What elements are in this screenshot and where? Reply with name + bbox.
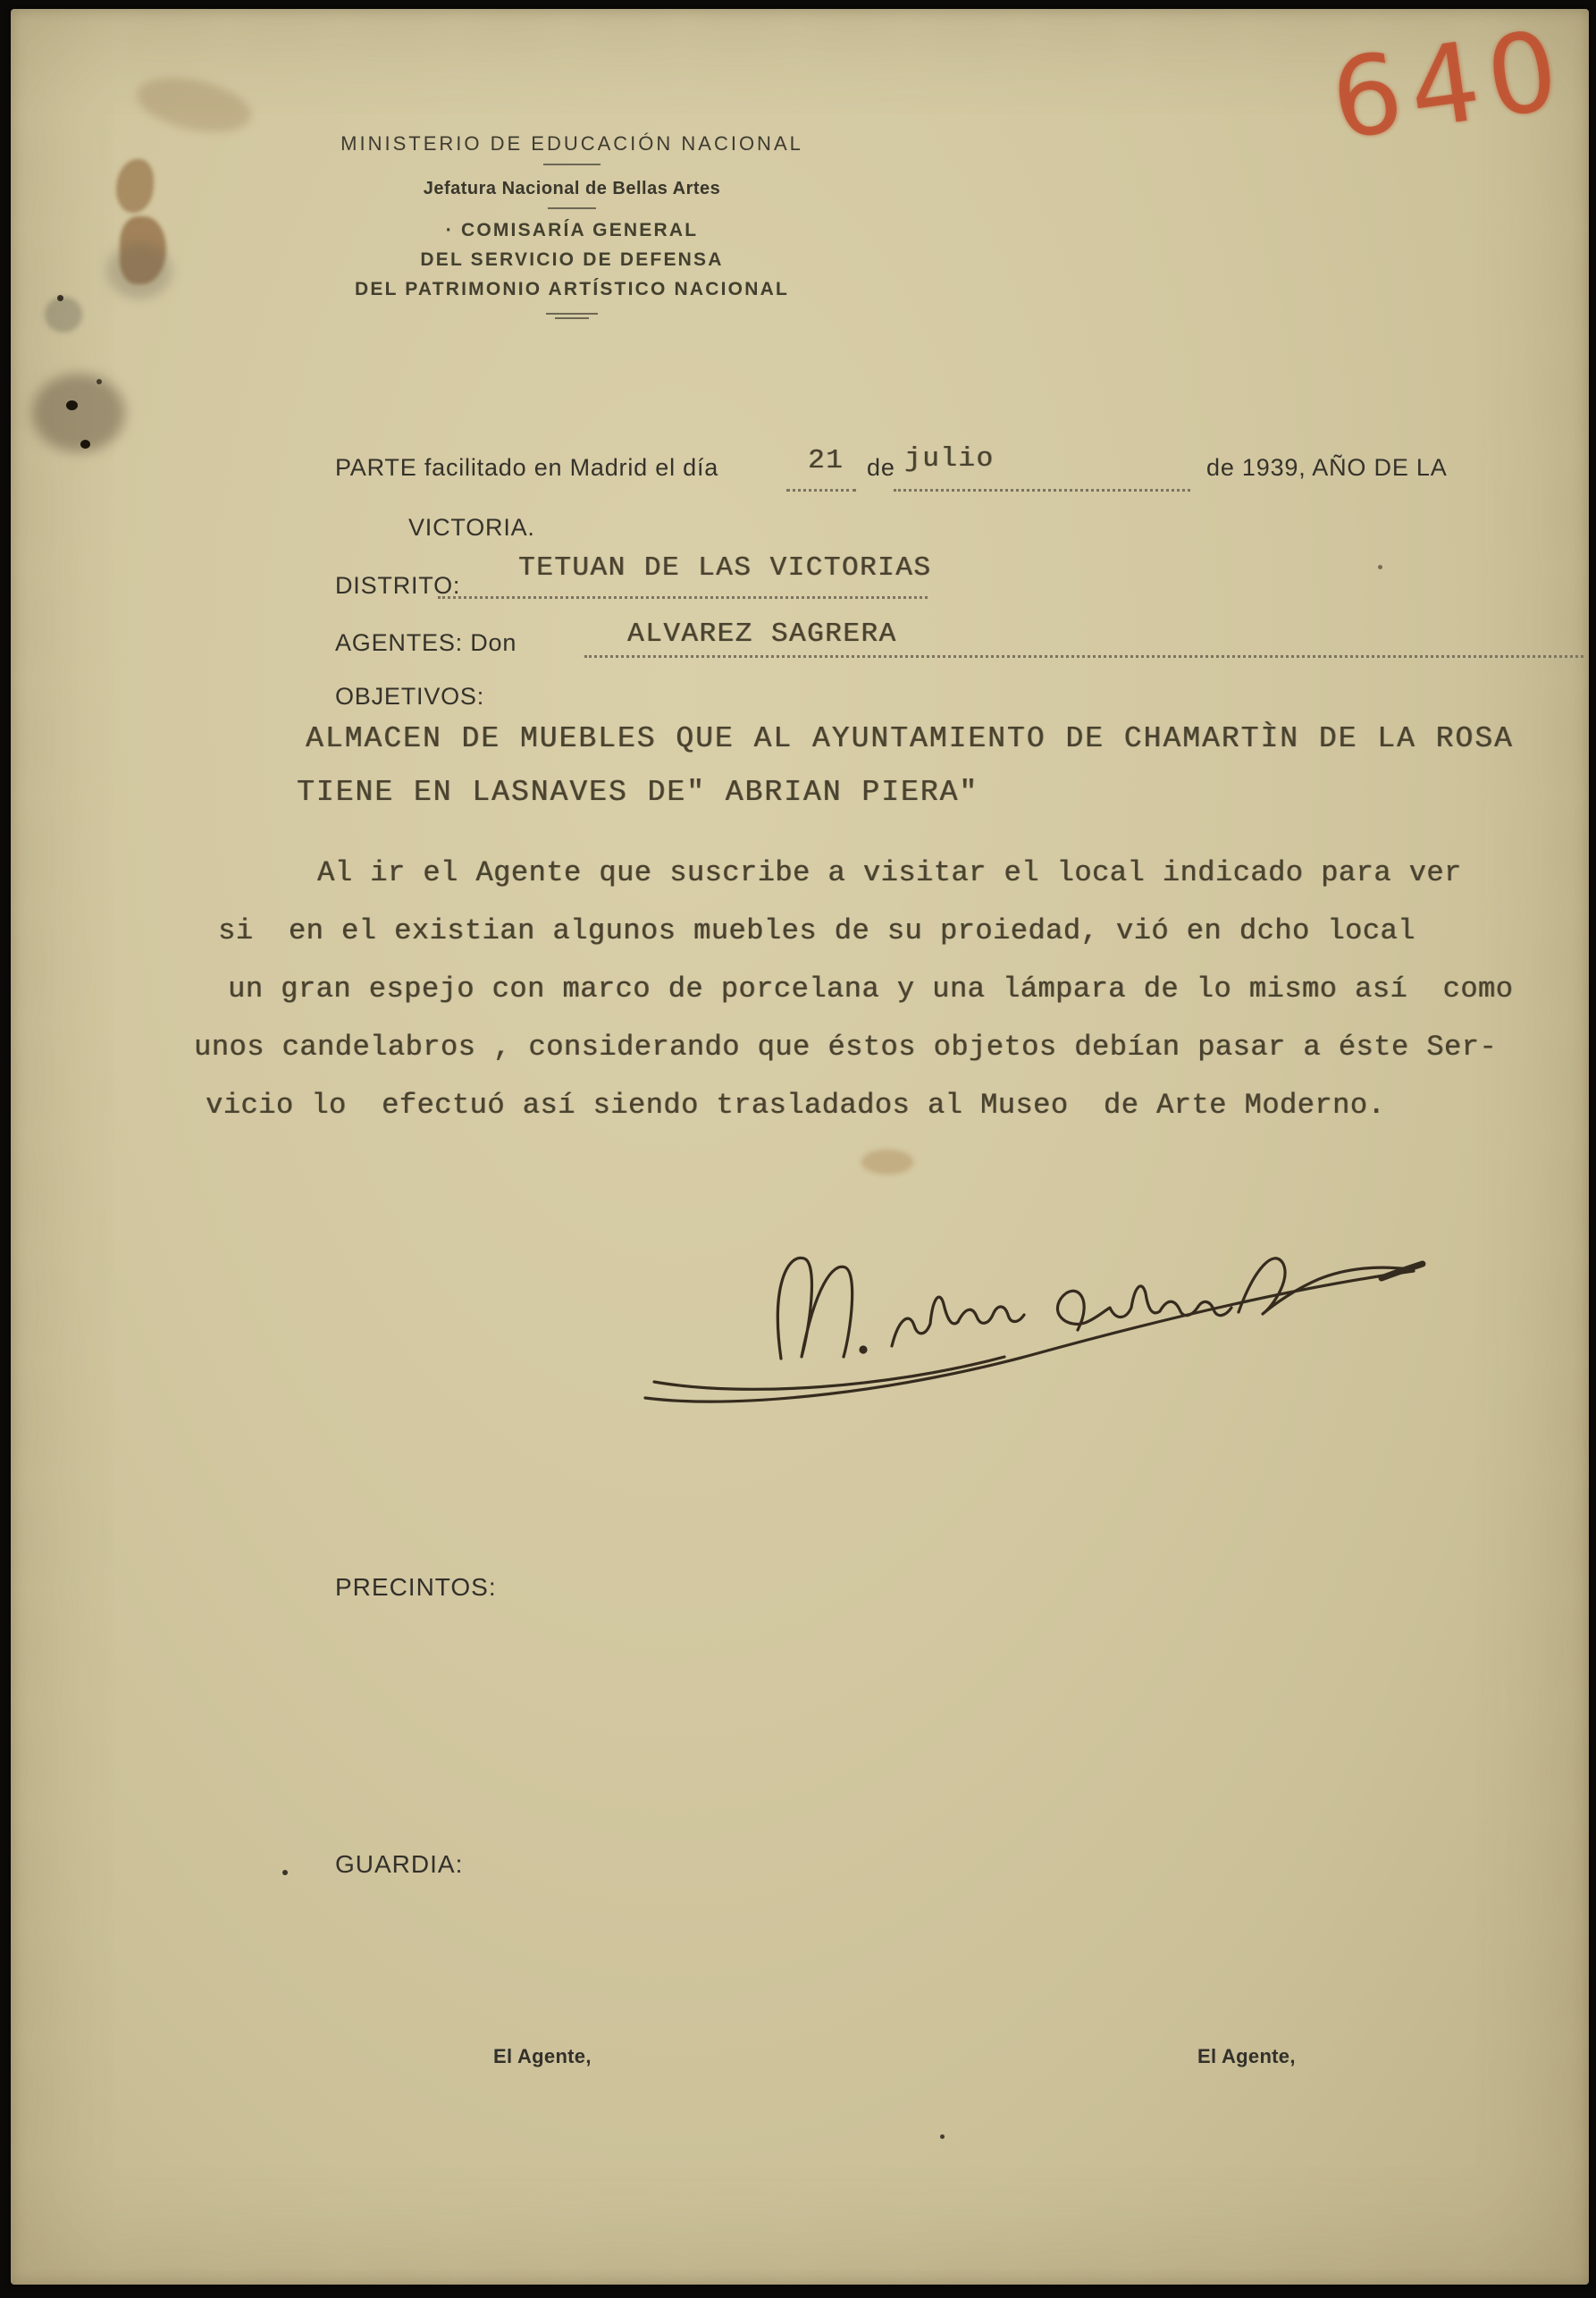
ink-speck [1378, 565, 1382, 569]
month-field-line [894, 488, 1190, 492]
de-label: de [867, 454, 895, 481]
ink-stain [132, 69, 256, 141]
comisaria-line: · COMISARÍA GENERAL [445, 220, 699, 240]
paragraph-line: Al ir el Agente que suscribe a visitar el local indicado para ver [317, 856, 1462, 889]
distrito-label: DISTRITO: [335, 572, 461, 599]
ink-speck [80, 440, 90, 449]
jefatura-name: Jefatura Nacional de Bellas Artes [423, 179, 721, 198]
parte-prefix: PARTE facilitado en Madrid el día [335, 454, 719, 481]
precintos-label: PRECINTOS: [335, 1573, 497, 1601]
ink-stain [45, 297, 82, 332]
victoria-label: VICTORIA. [408, 514, 535, 541]
day-field-line [786, 488, 856, 492]
objetivos-line-1: ALMACEN DE MUEBLES QUE AL AYUNTAMIENTO DE CHAMARTÌN DE LA ROSA [306, 722, 1514, 755]
report-paragraph [11, 856, 1596, 1147]
comisaria-line: DEL PATRIMONIO ARTÍSTICO NACIONAL [355, 279, 789, 299]
ink-stain [861, 1149, 913, 1174]
parte-suffix: de 1939, AÑO DE LA [1206, 454, 1448, 481]
ink-stain [107, 243, 172, 299]
objetivos-line-2: TIENE EN LASNAVES DE" ABRIAN PIERA" [297, 776, 979, 809]
agentes-label: AGENTES: Don [335, 629, 517, 656]
comisaria-line: DEL SERVICIO DE DEFENSA [420, 249, 724, 270]
guardia-label: GUARDIA: [335, 1850, 464, 1878]
ink-stain [116, 159, 154, 213]
agent-signature-label-right: El Agente, [1197, 2045, 1296, 2067]
ink-speck [57, 295, 63, 301]
signature-strokes [638, 1223, 1433, 1410]
document-paper [11, 5, 1589, 2285]
page-number-crayon: 640 [1323, 5, 1575, 164]
signature [638, 1223, 1433, 1410]
double-divider [295, 313, 849, 319]
paragraph-line: un gran espejo con marco de porcelana y una lámpara de lo mismo así como [228, 972, 1514, 1006]
paragraph-line: unos candelabros , considerando que éstos objetos debían pasar a éste Ser- [194, 1031, 1498, 1064]
distrito-value: TETUAN DE LAS VICTORIAS [518, 552, 932, 584]
divider [548, 207, 596, 209]
paragraph-line: vicio lo efectuó así siendo trasladados al Museo de Arte Moderno. [206, 1089, 1386, 1122]
distrito-field-line [438, 595, 928, 599]
day-field-value: 21 [808, 445, 844, 476]
agent-signature-label-left: El Agente, [493, 2045, 592, 2067]
ink-speck [97, 379, 102, 384]
paragraph-line: si en el existian algunos muebles de su proiedad, vió en dcho local [218, 914, 1415, 947]
ink-speck [66, 400, 78, 410]
ministry-name: MINISTERIO DE EDUCACIÓN NACIONAL [340, 132, 803, 155]
ink-speck [940, 2134, 945, 2139]
agentes-value: ALVAREZ SAGRERA [627, 619, 897, 650]
month-field-value: julio [904, 443, 995, 475]
objetivos-label: OBJETIVOS: [335, 683, 485, 710]
letterhead [295, 132, 849, 319]
divider [543, 164, 601, 165]
ink-speck [282, 1870, 288, 1875]
ink-stain [32, 374, 125, 452]
agentes-field-line [584, 654, 1583, 658]
